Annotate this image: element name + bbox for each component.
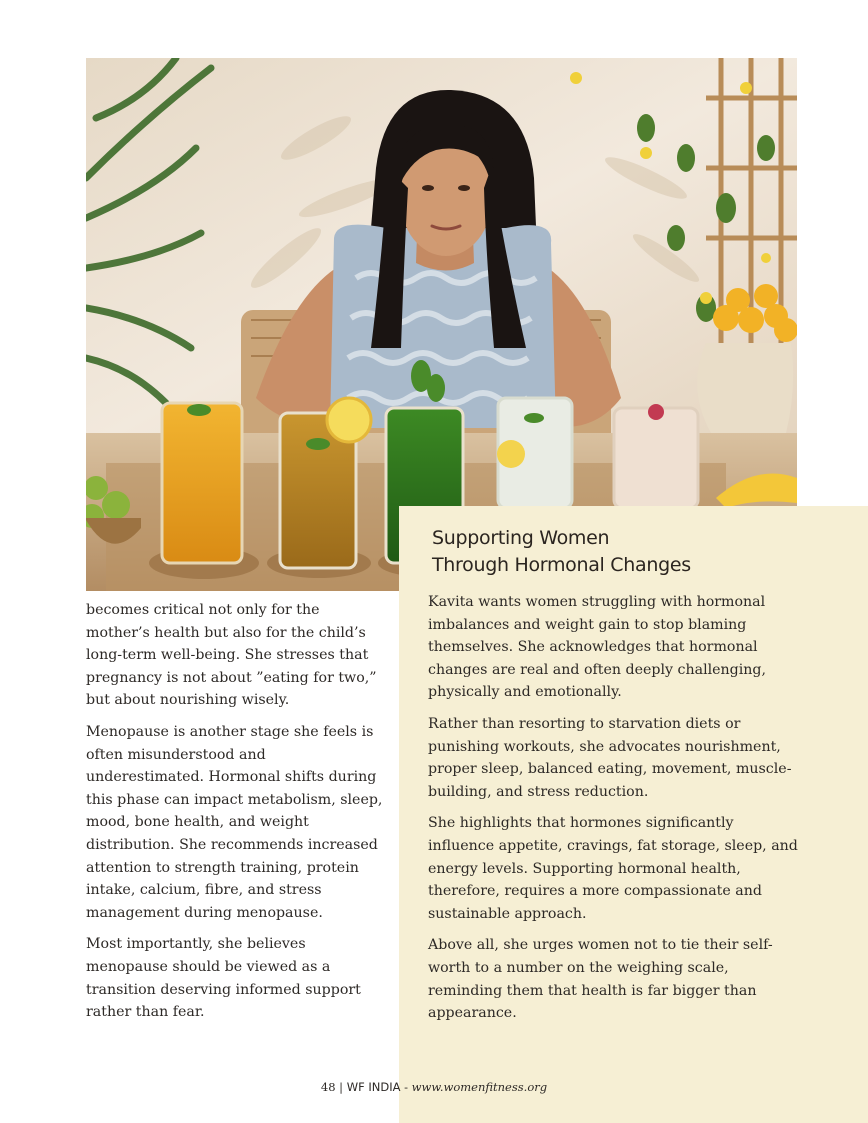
sidebar-paragraph: She highlights that hormones significantly influence appetite, cravings, fat storage, sleep, and energy levels. Supporting hormonal health, therefore, requires a more compassionate and sustainable approach. xyxy=(428,815,798,922)
body-paragraph: Menopause is another stage she feels is often misunderstood and underestimated. Hormonal shifts during this phase can impact metabolism, sleep, mood, bone health, and weight distribution. She recommends increased attention to strength training, protein intake, calcium, fibre, and stress management during menopause. xyxy=(86,723,383,921)
page-number: 48 xyxy=(320,1080,336,1094)
footer-separator: | xyxy=(339,1080,344,1094)
sidebar-paragraph: Rather than resorting to starvation diets or punishing workouts, she advocates nourishment, proper sleep, balanced eating, movement, muscle-building, and stress reduction. xyxy=(428,715,792,800)
body-paragraph: Most importantly, she believes menopause should be viewed as a transition deserving informed support rather than fear. xyxy=(86,936,361,1021)
sidebar-paragraph: Kavita wants women struggling with hormonal imbalances and weight gain to stop blaming themselves. She acknowledges that hormonal changes are real and often deeply challenging, physically and emotionally. xyxy=(428,594,767,701)
magazine-brand: WF INDIA xyxy=(346,1080,401,1094)
main-column xyxy=(86,599,386,1033)
sidebar-heading-line-1: Supporting Women xyxy=(432,527,610,549)
footer-dash: - xyxy=(404,1080,408,1094)
sidebar-paragraph: Above all, she urges women not to tie their self-worth to a number on the weighing scale, reminding them that health is far bigger than appearance. xyxy=(428,937,773,1022)
sidebar-heading xyxy=(432,525,812,579)
page-footer xyxy=(0,1080,868,1094)
sidebar-heading-line-2: Through Hormonal Changes xyxy=(432,554,691,576)
website-link[interactable]: www.womenfitness.org xyxy=(411,1080,548,1094)
sidebar-body xyxy=(428,591,798,1034)
body-paragraph: becomes critical not only for the mother’s health but also for the child’s long-term well-being. She stresses that pregnancy is not about ”eating for two,” but about nourishing wisely. xyxy=(86,602,377,709)
